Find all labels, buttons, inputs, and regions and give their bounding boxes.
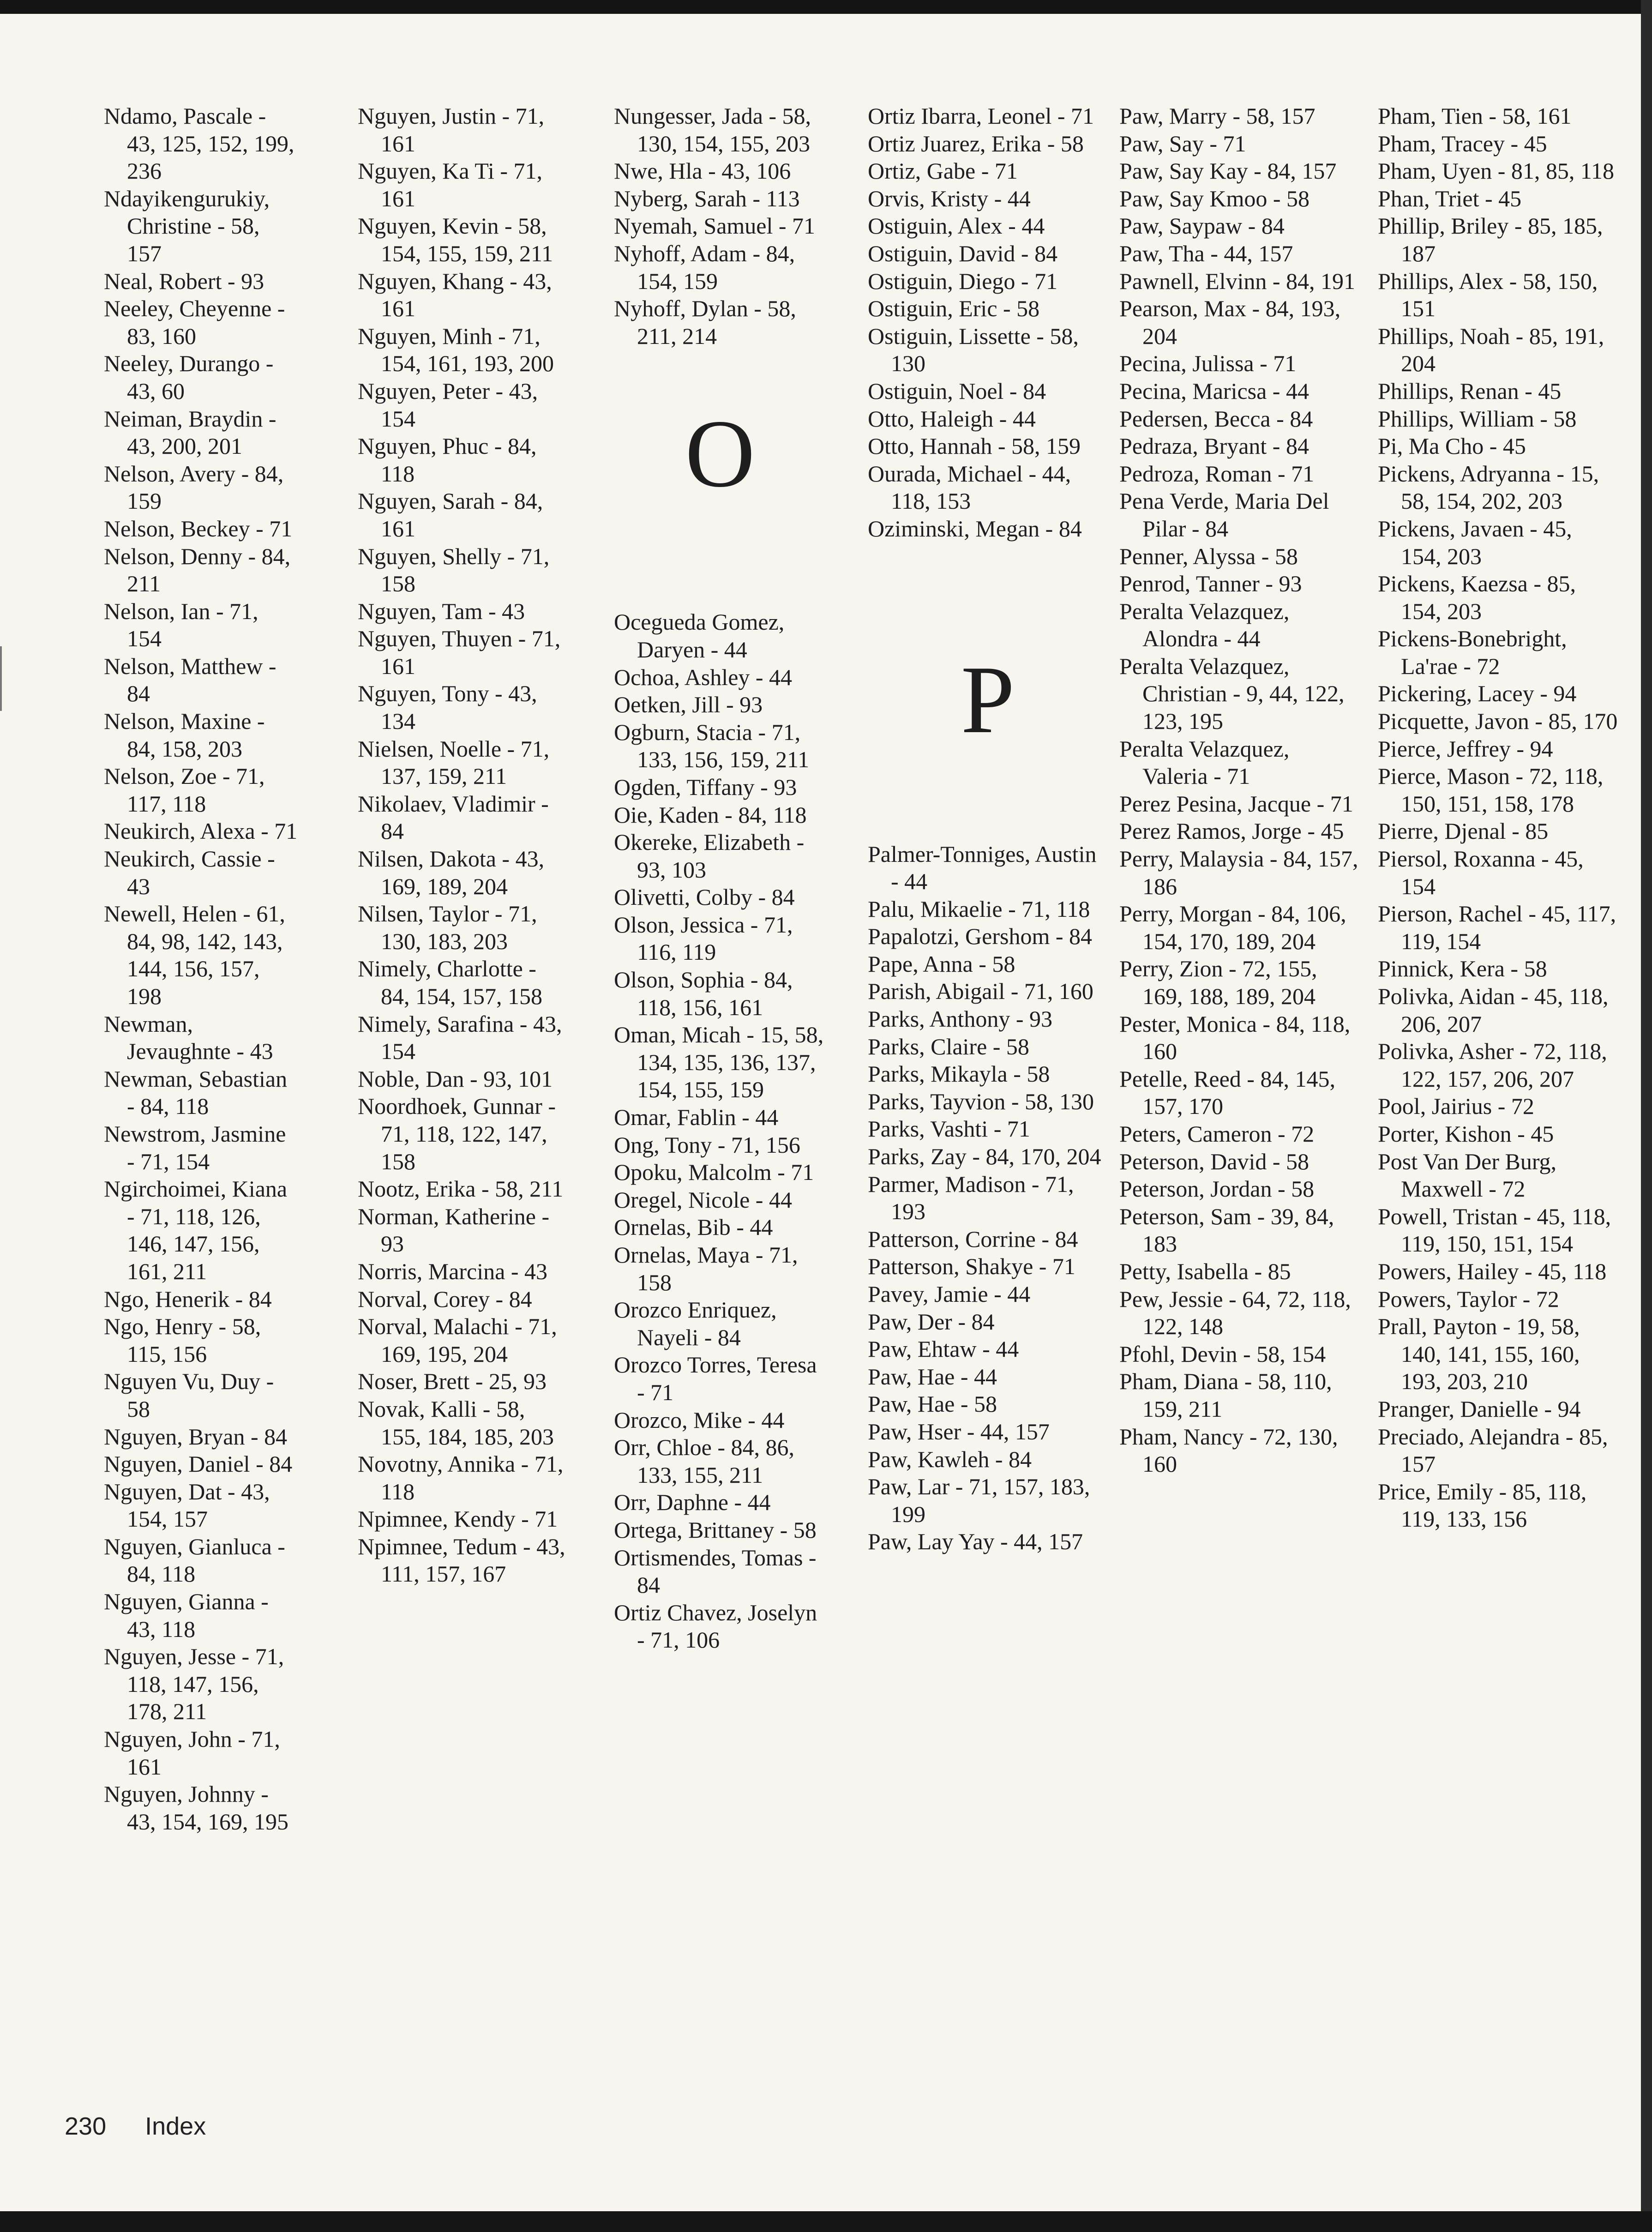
index-entry: Orozco Torres, Teresa - 71 xyxy=(614,1352,817,1405)
index-entry: Okereke, Elizabeth - 93, 103 xyxy=(614,829,805,883)
index-entry: Paw, Hser - 44, 157 xyxy=(868,1418,1050,1444)
index-entry: Paw, Marry - 58, 157 xyxy=(1119,103,1316,129)
index-entry: Npimnee, Kendy - 71 xyxy=(358,1506,558,1532)
section-letter-o: O xyxy=(685,400,755,508)
index-entry: Nguyen, Peter - 43, 154 xyxy=(358,378,538,432)
index-entry: Pedroza, Roman - 71 xyxy=(1119,460,1315,487)
index-entry: Pham, Diana - 58, 110, 159, 211 xyxy=(1119,1368,1332,1422)
index-column-5 xyxy=(1119,102,1359,1478)
index-entry: Pedersen, Becca - 84 xyxy=(1119,405,1313,432)
section-name: Index xyxy=(145,2112,206,2140)
index-entry: Nootz, Erika - 58, 211 xyxy=(358,1176,564,1202)
index-column-2 xyxy=(358,102,570,1588)
index-entry: Post Van Der Burg, Maxwell - 72 xyxy=(1378,1148,1557,1202)
index-entry: Noble, Dan - 93, 101 xyxy=(358,1065,553,1092)
index-entry: Pape, Anna - 58 xyxy=(868,951,1015,977)
index-entry: Oman, Micah - 15, 58, 134, 135, 136, 137, 154, 155, 159 xyxy=(614,1022,824,1103)
index-entry: Preciado, Alejandra - 85, 157 xyxy=(1378,1423,1608,1477)
index-entry: Pierson, Rachel - 45, 117, 119, 154 xyxy=(1378,901,1616,954)
index-entry: Nguyen, Khang - 43, 161 xyxy=(358,268,552,322)
index-entry: Pawnell, Elvinn - 84, 191 xyxy=(1119,268,1356,294)
index-entry: Ortiz, Gabe - 71 xyxy=(868,158,1018,184)
index-entry: Nguyen, Ka Ti - 71, 161 xyxy=(358,158,543,211)
index-entry: Perry, Malaysia - 84, 157, 186 xyxy=(1119,846,1358,899)
index-entry: Prall, Payton - 19, 58, 140, 141, 155, 160, 193, 203, 210 xyxy=(1378,1313,1580,1395)
index-entry: Paw, Saypaw - 84 xyxy=(1119,213,1285,239)
index-entry: Paw, Lar - 71, 157, 183, 199 xyxy=(868,1474,1090,1527)
index-entry: Orvis, Kristy - 44 xyxy=(868,185,1031,211)
index-entry: Olson, Jessica - 71, 116, 119 xyxy=(614,911,793,965)
scan-mark xyxy=(0,646,2,711)
index-entry: Ochoa, Ashley - 44 xyxy=(614,664,793,690)
index-entry: Ourada, Michael - 44, 118, 153 xyxy=(868,460,1071,514)
index-entry: Omar, Fablin - 44 xyxy=(614,1104,779,1131)
index-entry: Perez Pesina, Jacque - 71 xyxy=(1119,790,1353,817)
index-entry: Norval, Malachi - 71, 169, 195, 204 xyxy=(358,1313,557,1367)
index-entry: Orr, Daphne - 44 xyxy=(614,1489,771,1516)
index-entry: Ortismendes, Tomas - 84 xyxy=(614,1544,817,1598)
index-entry: Pickens, Kaezsa - 85, 154, 203 xyxy=(1378,571,1576,624)
index-entry: Nilsen, Dakota - 43, 169, 189, 204 xyxy=(358,846,545,899)
index-entry: Phillip, Briley - 85, 185, 187 xyxy=(1378,213,1603,266)
index-entry: Ornelas, Bib - 44 xyxy=(614,1214,773,1240)
index-column-1 xyxy=(104,102,298,1835)
index-entry: Oie, Kaden - 84, 118 xyxy=(614,801,807,828)
index-entry: Neiman, Braydin - 43, 200, 201 xyxy=(104,405,276,459)
index-entry: Norval, Corey - 84 xyxy=(358,1286,532,1312)
index-entry: Nguyen, Shelly - 71, 158 xyxy=(358,543,550,597)
index-entry: Neukirch, Alexa - 71 xyxy=(104,818,298,844)
index-column-3-o-entries xyxy=(614,608,826,1654)
index-entry: Ogden, Tiffany - 93 xyxy=(614,774,797,800)
index-entry: Parks, Tayvion - 58, 130 xyxy=(868,1088,1094,1114)
index-entry: Neeley, Cheyenne - 83, 160 xyxy=(104,295,285,349)
page-footer xyxy=(65,2112,245,2141)
index-entry: Pickens, Adryanna - 15, 58, 154, 202, 203 xyxy=(1378,460,1599,514)
index-entry: Nelson, Ian - 71, 154 xyxy=(104,598,258,652)
index-entry: Nguyen Vu, Duy - 58 xyxy=(104,1368,274,1422)
index-entry: Paw, Tha - 44, 157 xyxy=(1119,240,1293,266)
index-entry: Oetken, Jill - 93 xyxy=(614,692,763,718)
index-entry: Ngirchoimei, Kiana - 71, 118, 126, 146, 147, 156, 161, 211 xyxy=(104,1176,288,1284)
index-entry: Pi, Ma Cho - 45 xyxy=(1378,433,1526,459)
index-entry: Ortiz Chavez, Joselyn - 71, 106 xyxy=(614,1599,817,1653)
index-entry: Ostiguin, Noel - 84 xyxy=(868,378,1046,404)
index-entry: Paw, Say Kmoo - 58 xyxy=(1119,185,1310,211)
index-entry: Pranger, Danielle - 94 xyxy=(1378,1396,1581,1422)
section-letter-p: P xyxy=(961,646,1015,753)
index-entry: Pierce, Jeffrey - 94 xyxy=(1378,735,1553,762)
index-entry: Nwe, Hla - 43, 106 xyxy=(614,158,791,184)
index-entry: Parks, Vashti - 71 xyxy=(868,1116,1030,1142)
index-entry: Patterson, Shakye - 71 xyxy=(868,1253,1075,1280)
index-entry: Peralta Velazquez, Valeria - 71 xyxy=(1119,735,1290,789)
index-entry: Paw, Der - 84 xyxy=(868,1308,995,1335)
index-entry: Nguyen, Minh - 71, 154, 161, 193, 200 xyxy=(358,323,554,377)
index-entry: Nyhoff, Dylan - 58, 211, 214 xyxy=(614,295,796,349)
index-entry: Norris, Marcina - 43 xyxy=(358,1258,547,1284)
index-entry: Nguyen, Bryan - 84 xyxy=(104,1423,288,1450)
scan-border-right xyxy=(1641,0,1652,2232)
index-entry: Patterson, Corrine - 84 xyxy=(868,1226,1078,1252)
index-entry: Newman, Jevaughnte - 43 xyxy=(104,1011,273,1065)
index-entry: Palu, Mikaelie - 71, 118 xyxy=(868,896,1090,922)
index-entry: Oregel, Nicole - 44 xyxy=(614,1186,792,1213)
index-entry: Pew, Jessie - 64, 72, 118, 122, 148 xyxy=(1119,1286,1351,1340)
index-entry: Pham, Uyen - 81, 85, 118 xyxy=(1378,158,1614,184)
index-entry: Oziminski, Megan - 84 xyxy=(868,515,1082,541)
index-column-4 xyxy=(868,102,1108,1556)
index-entry: Phan, Triet - 45 xyxy=(1378,185,1522,211)
index-entry: Penner, Alyssa - 58 xyxy=(1119,543,1298,569)
index-entry: Pavey, Jamie - 44 xyxy=(868,1281,1031,1307)
index-entry: Powers, Taylor - 72 xyxy=(1378,1286,1559,1312)
index-entry: Pedraza, Bryant - 84 xyxy=(1119,433,1309,459)
index-entry: Nguyen, Thuyen - 71, 161 xyxy=(358,626,561,679)
index-entry: Ndamo, Pascale - 43, 125, 152, 199, 236 xyxy=(104,103,294,184)
index-entry: Peterson, Sam - 39, 84, 183 xyxy=(1119,1203,1334,1257)
index-entry: Nikolaev, Vladimir - 84 xyxy=(358,790,549,844)
index-entry: Pierce, Mason - 72, 118, 150, 151, 158, 178 xyxy=(1378,763,1604,817)
index-entry: Orozco Enriquez, Nayeli - 84 xyxy=(614,1297,777,1350)
index-entry: Nelson, Avery - 84, 159 xyxy=(104,460,284,514)
index-entry: Peterson, David - 58 xyxy=(1119,1148,1310,1174)
index-entry: Ostiguin, Alex - 44 xyxy=(868,213,1045,239)
index-entry: Pham, Tien - 58, 161 xyxy=(1378,103,1572,129)
index-entry: Parmer, Madison - 71, 193 xyxy=(868,1171,1074,1225)
index-entry: Pham, Nancy - 72, 130, 160 xyxy=(1119,1423,1338,1477)
index-entry: Peralta Velazquez, Christian - 9, 44, 122, 123, 195 xyxy=(1119,653,1345,734)
index-entry: Phillips, William - 58 xyxy=(1378,405,1577,432)
index-entry: Neeley, Durango - 43, 60 xyxy=(104,350,274,404)
index-entry: Nguyen, Tony - 43, 134 xyxy=(358,680,537,734)
index-entry: Otto, Haleigh - 44 xyxy=(868,405,1036,432)
index-entry: Ortega, Brittaney - 58 xyxy=(614,1516,817,1543)
index-entry: Polivka, Asher - 72, 118, 122, 157, 206, 207 xyxy=(1378,1038,1607,1092)
index-entry: Nimely, Sarafina - 43, 154 xyxy=(358,1011,562,1065)
index-entry: Paw, Hae - 44 xyxy=(868,1363,997,1390)
index-entry: Nungesser, Jada - 58, 130, 154, 155, 203 xyxy=(614,103,811,156)
index-entry: Peterson, Jordan - 58 xyxy=(1119,1176,1315,1202)
index-entry: Nguyen, Gianna - 43, 118 xyxy=(104,1588,269,1642)
index-entry: Powell, Tristan - 45, 118, 119, 150, 151, 154 xyxy=(1378,1203,1611,1257)
index-entry: Otto, Hannah - 58, 159 xyxy=(868,433,1081,459)
index-entry: Pena Verde, Maria Del Pilar - 84 xyxy=(1119,488,1329,541)
index-entry: Pecina, Julissa - 71 xyxy=(1119,350,1297,377)
index-entry: Ostiguin, Diego - 71 xyxy=(868,268,1058,294)
index-entry: Newell, Helen - 61, 84, 98, 142, 143, 144, 156, 157, 198 xyxy=(104,901,285,1009)
index-entry: Parish, Abigail - 71, 160 xyxy=(868,978,1093,1005)
index-entry: Penrod, Tanner - 93 xyxy=(1119,571,1302,597)
index-entry: Phillips, Noah - 85, 191, 204 xyxy=(1378,323,1604,377)
index-entry: Polivka, Aidan - 45, 118, 206, 207 xyxy=(1378,983,1609,1037)
index-entry: Nyhoff, Adam - 84, 154, 159 xyxy=(614,240,795,294)
index-entry: Pierre, Djenal - 85 xyxy=(1378,818,1549,844)
index-entry: Ornelas, Maya - 71, 158 xyxy=(614,1242,798,1295)
index-entry: Nelson, Maxine - 84, 158, 203 xyxy=(104,708,265,762)
index-entry: Opoku, Malcolm - 71 xyxy=(614,1159,814,1185)
index-column-6 xyxy=(1378,102,1618,1533)
scan-border-top xyxy=(0,0,1652,14)
index-entry: Parks, Anthony - 93 xyxy=(868,1006,1052,1032)
index-entry: Nelson, Denny - 84, 211 xyxy=(104,543,291,597)
index-entry: Picquette, Javon - 85, 170 xyxy=(1378,708,1618,734)
index-entry: Powers, Hailey - 45, 118 xyxy=(1378,1258,1607,1284)
index-entry: Nguyen, Johnny - 43, 154, 169, 195 xyxy=(104,1781,288,1835)
index-entry: Porter, Kishon - 45 xyxy=(1378,1120,1554,1147)
index-entry: Neukirch, Cassie - 43 xyxy=(104,846,275,899)
index-entry: Newstrom, Jasmine - 71, 154 xyxy=(104,1120,286,1174)
index-entry: Nguyen, John - 71, 161 xyxy=(104,1726,280,1780)
index-entry: Ostiguin, Lissette - 58, 130 xyxy=(868,323,1079,377)
index-entry: Papalotzi, Gershom - 84 xyxy=(868,923,1093,950)
index-entry: Parks, Mikayla - 58 xyxy=(868,1061,1050,1087)
index-entry: Nyberg, Sarah - 113 xyxy=(614,185,800,211)
index-entry: Nguyen, Dat - 43, 154, 157 xyxy=(104,1478,270,1532)
index-entry: Parks, Claire - 58 xyxy=(868,1033,1029,1059)
index-column-3-entries xyxy=(614,102,826,350)
index-entry: Nelson, Beckey - 71 xyxy=(104,515,293,541)
index-column-3 xyxy=(614,102,826,1654)
index-entry: Paw, Lay Yay - 44, 157 xyxy=(868,1528,1083,1555)
index-entry: Norman, Katherine - 93 xyxy=(358,1203,550,1257)
index-entry: Npimnee, Tedum - 43, 111, 157, 167 xyxy=(358,1533,565,1587)
index-entry: Ortiz Juarez, Erika - 58 xyxy=(868,130,1084,156)
index-entry: Nguyen, Justin - 71, 161 xyxy=(358,103,545,156)
index-entry: Paw, Kawleh - 84 xyxy=(868,1446,1032,1472)
index-entry: Nguyen, Jesse - 71, 118, 147, 156, 178, 211 xyxy=(104,1643,284,1725)
index-entry: Olivetti, Colby - 84 xyxy=(614,884,795,910)
index-entry: Newman, Sebastian - 84, 118 xyxy=(104,1065,288,1119)
index-entry: Nilsen, Taylor - 71, 130, 183, 203 xyxy=(358,901,537,954)
index-entry: Piersol, Roxanna - 45, 154 xyxy=(1378,846,1584,899)
index-entry: Pearson, Max - 84, 193, 204 xyxy=(1119,295,1341,349)
index-entry: Phillips, Alex - 58, 150, 151 xyxy=(1378,268,1598,322)
index-entry: Nyemah, Samuel - 71 xyxy=(614,213,816,239)
index-entry: Perry, Zion - 72, 155, 169, 188, 189, 204 xyxy=(1119,956,1317,1009)
index-entry: Pinnick, Kera - 58 xyxy=(1378,956,1547,982)
index-entry: Ogburn, Stacia - 71, 133, 156, 159, 211 xyxy=(614,719,810,773)
index-entry: Noordhoek, Gunnar - 71, 118, 122, 147, 158 xyxy=(358,1093,556,1174)
index-entry: Ostiguin, David - 84 xyxy=(868,240,1058,266)
index-entry: Perez Ramos, Jorge - 45 xyxy=(1119,818,1344,844)
index-entry: Orozco, Mike - 44 xyxy=(614,1407,785,1433)
scan-border-bottom xyxy=(0,2211,1652,2232)
index-entry: Parks, Zay - 84, 170, 204 xyxy=(868,1143,1101,1170)
index-entry: Nguyen, Tam - 43 xyxy=(358,598,525,624)
index-entry: Nimely, Charlotte - 84, 154, 157, 158 xyxy=(358,956,542,1009)
index-entry: Nguyen, Kevin - 58, 154, 155, 159, 211 xyxy=(358,213,553,266)
index-entry: Ngo, Henerik - 84 xyxy=(104,1286,272,1312)
index-entry: Novak, Kalli - 58, 155, 184, 185, 203 xyxy=(358,1396,554,1450)
index-entry: Nelson, Zoe - 71, 117, 118 xyxy=(104,763,265,817)
index-column-4-entries xyxy=(868,102,1108,543)
index-column-4-p-entries xyxy=(868,841,1108,1556)
index-entry: Nielsen, Noelle - 71, 137, 159, 211 xyxy=(358,735,550,789)
index-entry: Paw, Hae - 58 xyxy=(868,1391,997,1417)
index-entry: Pham, Tracey - 45 xyxy=(1378,130,1547,156)
index-entry: Pester, Monica - 84, 118, 160 xyxy=(1119,1011,1351,1065)
index-entry: Ocegueda Gomez, Daryen - 44 xyxy=(614,609,785,662)
index-entry: Nguyen, Phuc - 84, 118 xyxy=(358,433,537,487)
index-entry: Peters, Cameron - 72 xyxy=(1119,1120,1315,1147)
index-entry: Peralta Velazquez, Alondra - 44 xyxy=(1119,598,1290,652)
index-entry: Nelson, Matthew - 84 xyxy=(104,653,276,707)
index-entry: Pickens-Bonebright, La'rae - 72 xyxy=(1378,626,1567,679)
index-entry: Price, Emily - 85, 118, 119, 133, 156 xyxy=(1378,1478,1587,1532)
index-entry: Pickens, Javaen - 45, 154, 203 xyxy=(1378,515,1572,569)
index-entry: Petty, Isabella - 85 xyxy=(1119,1258,1291,1284)
index-entry: Orr, Chloe - 84, 86, 133, 155, 211 xyxy=(614,1434,794,1488)
index-entry: Pecina, Maricsa - 44 xyxy=(1119,378,1309,404)
index-entry: Ong, Tony - 71, 156 xyxy=(614,1131,800,1158)
page-number: 230 xyxy=(65,2112,107,2140)
index-entry: Petelle, Reed - 84, 145, 157, 170 xyxy=(1119,1065,1335,1119)
index-entry: Paw, Say - 71 xyxy=(1119,130,1246,156)
index-entry: Neal, Robert - 93 xyxy=(104,268,264,294)
index-entry: Nguyen, Gianluca - 84, 118 xyxy=(104,1533,285,1587)
index-entry: Paw, Ehtaw - 44 xyxy=(868,1336,1019,1362)
index-entry: Ostiguin, Eric - 58 xyxy=(868,295,1040,322)
index-entry: Perry, Morgan - 84, 106, 154, 170, 189, 204 xyxy=(1119,901,1346,954)
index-entry: Nguyen, Sarah - 84, 161 xyxy=(358,488,543,541)
index-entry: Olson, Sophia - 84, 118, 156, 161 xyxy=(614,967,793,1020)
index-entry: Ngo, Henry - 58, 115, 156 xyxy=(104,1313,261,1367)
index-entry: Nguyen, Daniel - 84 xyxy=(104,1451,293,1477)
index-entry: Pfohl, Devin - 58, 154 xyxy=(1119,1341,1326,1367)
index-entry: Novotny, Annika - 71, 118 xyxy=(358,1451,564,1504)
index-entry: Ndayikengurukiy, Christine - 58, 157 xyxy=(104,185,270,266)
index-entry: Pool, Jairius - 72 xyxy=(1378,1093,1534,1119)
index-entry: Ortiz Ibarra, Leonel - 71 xyxy=(868,103,1094,129)
index-entry: Phillips, Renan - 45 xyxy=(1378,378,1562,404)
index-entry: Noser, Brett - 25, 93 xyxy=(358,1368,547,1395)
index-entry: Pickering, Lacey - 94 xyxy=(1378,680,1577,707)
index-entry: Paw, Say Kay - 84, 157 xyxy=(1119,158,1337,184)
index-entry: Palmer-Tonniges, Austin - 44 xyxy=(868,841,1097,895)
